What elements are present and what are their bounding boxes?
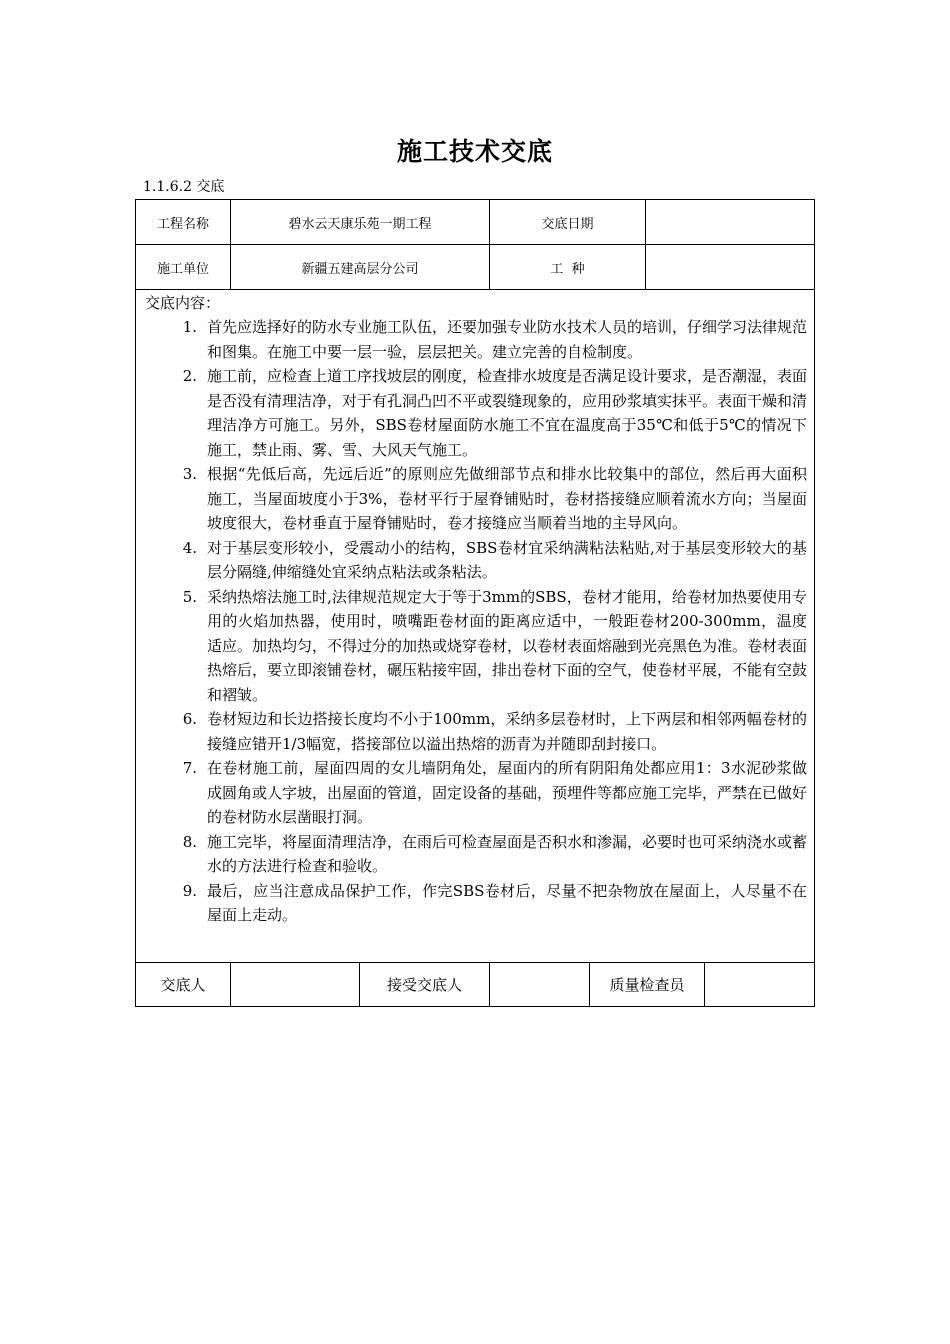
list-item [145, 315, 809, 364]
item-text: 首先应选择好的防水专业施工队伍，还要加强专业防水技术人员的培训，仔细学习法律规范和图集。在施工中要一层一验，层层把关。建立完善的自检制度。 [207, 318, 808, 361]
list-item [145, 756, 809, 830]
disclosure-table [135, 199, 815, 1007]
item-number: 6. [182, 710, 197, 728]
list-item [145, 364, 809, 462]
project-name-value: 碧水云天康乐苑一期工程 [288, 216, 432, 232]
inspector-label: 质量检查员 [609, 976, 685, 994]
project-name-label: 工程名称 [156, 216, 209, 232]
receiver-label: 接受交底人 [386, 976, 462, 994]
list-item [145, 536, 809, 585]
item-number: 5. [182, 587, 197, 606]
item-text: 施工前，应检查上道工序找坡层的刚度，检查排水坡度是否满足设计要求，是否潮湿，表面是否没有清理洁净，对于有孔洞凸凹不平或裂缝现象的，应用砂浆填实抹平。表面干燥和清理洁净方可施工。另外，SBS卷材屋面防水施工不宜在温度高于35℃和低于5℃的情况下施工，禁止雨、雾、雪、大风天气施工。 [207, 367, 808, 459]
content-heading: 交底内容： [145, 294, 221, 312]
item-number: 4. [182, 538, 197, 557]
list-item [145, 707, 809, 756]
disclosure-content [145, 291, 809, 928]
row-divider [136, 289, 814, 290]
item-number: 1. [182, 318, 197, 336]
discloser-label: 交底人 [160, 976, 206, 994]
item-text: 最后，应当注意成品保护工作，作完SBS卷材后，尽量不把杂物放在屋面上，人尽量不在屋面上走动。 [207, 881, 807, 924]
trade-value [646, 245, 814, 289]
list-item [145, 879, 809, 928]
item-text: 施工完毕，将屋面清理洁净，在雨后可检查屋面是否积水和渗漏，必要时也可采纳浇水或蓄水的方法进行检查和验收。 [207, 832, 808, 875]
receiver-value [490, 963, 589, 1006]
unit-label: 施工单位 [156, 261, 209, 277]
item-number: 3. [182, 465, 197, 483]
trade-label: 工 种 [550, 261, 585, 277]
item-number: 8. [182, 832, 197, 851]
unit-value: 新疆五建高层分公司 [301, 261, 419, 277]
date-label: 交底日期 [541, 216, 594, 232]
item-text: 卷材短边和长边搭接长度均不小于100mm，采纳多层卷材时，上下两层和相邻两幅卷材的接缝应错开1/3幅宽，搭接部位以溢出热熔的沥青为并随即刮封接口。 [207, 710, 807, 753]
section-number: 1.1.6.2 交底 [143, 179, 225, 195]
item-number: 2. [182, 367, 197, 385]
discloser-value [231, 963, 359, 1006]
item-text: 采纳热熔法施工时,法律规范规定大于等于3mm的SBS，卷材才能用，给卷材加热要使用专用的火焰加热器，使用时，喷嘴距卷材面的距离应适中，一般距卷材200-300mm，温度适应。加热均匀，不得过分的加热或烧穿卷材，以卷材表面熔融到光亮黑色为准。卷材表面热熔后，要立即滚铺卷材，碾压粘接牢固，排出卷材下面的空气，使卷材平展，不能有空鼓和褶皱。 [207, 587, 808, 704]
item-text: 对于基层变形较小，受震动小的结构，SBS卷材宜采纳满粘法粘贴,对于基层变形较大的基层分隔缝,伸缩缝处宜采纳点粘法或条粘法。 [207, 538, 807, 581]
item-text: 根据“先低后高，先远后近”的原则应先做细部节点和排水比较集中的部位，然后再大面积施工，当屋面坡度小于3%，卷材平行于屋脊铺贴时，卷材搭接缝应顺着流水方向；当屋面坡度很大，卷材垂直于屋脊铺贴时，卷才接缝应当顺着当地的主导风向。 [207, 465, 807, 532]
list-item [145, 585, 809, 708]
item-number: 7. [182, 759, 197, 777]
item-text: 在卷材施工前，屋面四周的女儿墙阴角处，屋面内的所有阴阳角处都应用1：3水泥砂浆做成圆角或人字坡，出屋面的管道，固定设备的基础，预埋件等都应施工完毕，严禁在已做好的卷材防水层凿眼打洞。 [207, 759, 808, 826]
item-number: 9. [182, 881, 197, 900]
list-item [145, 462, 809, 536]
document-title: 施工技术交底 [396, 137, 553, 166]
date-value [646, 200, 814, 244]
inspector-value [705, 963, 814, 1006]
list-item [145, 830, 809, 879]
